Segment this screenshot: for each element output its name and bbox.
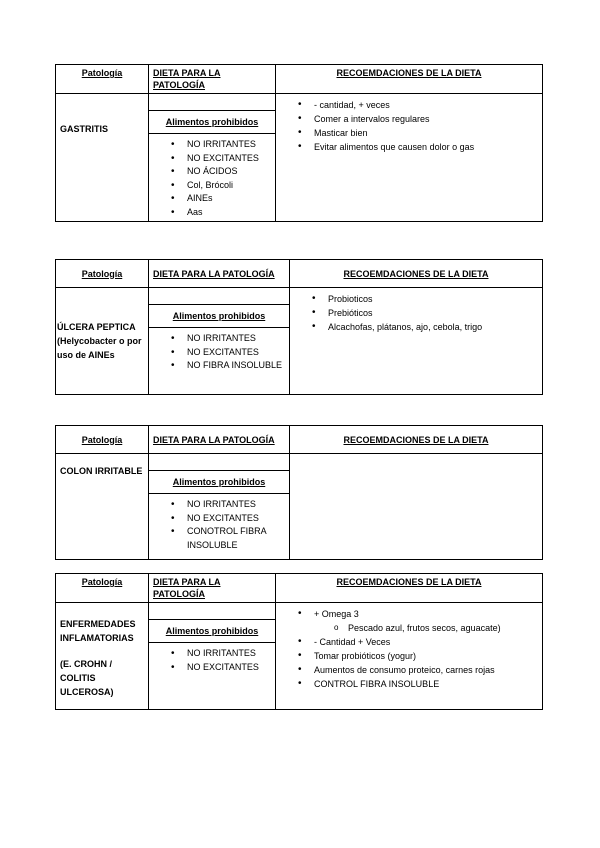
recommendations-list: [276, 98, 542, 154]
list-item: • NO EXCITANTES: [149, 661, 275, 675]
diet-table-ulcera: [55, 259, 543, 395]
diet-cell: [149, 454, 290, 560]
list-item: • Aumentos de consumo proteico, carnes rojas: [276, 663, 542, 677]
pathology-name: ENFERMEDADES INFLAMATORIAS: [60, 619, 136, 643]
recommendations-cell: [290, 288, 543, 395]
list-item: • Evitar alimentos que causen dolor o gas: [276, 140, 542, 154]
diet-cell: [149, 94, 276, 222]
header-recomendaciones: RECOEMDACIONES DE LA DIETA: [290, 260, 543, 288]
list-item: • NO EXCITANTES: [149, 152, 275, 166]
prohibited-list: [149, 332, 289, 373]
list-item: • NO EXCITANTES: [149, 346, 289, 360]
diet-cell: [149, 603, 276, 710]
header-dieta: DIETA PARA LA PATOLOGÍA: [149, 426, 290, 454]
list-item: • AINEs: [149, 192, 275, 206]
sub-list-item: o Pescado azul, frutos secos, aguacate): [276, 621, 542, 635]
header-dieta: DIETA PARA LA PATOLOGÍA: [149, 574, 276, 603]
list-item: • CONTROL FIBRA INSOLUBLE: [276, 677, 542, 691]
prohibited-label: Alimentos prohibidos: [149, 471, 289, 494]
diet-table-inflamatorias: [55, 573, 543, 710]
prohibited-list: [149, 498, 289, 552]
pathology-cell: [56, 603, 149, 710]
prohibited-label: Alimentos prohibidos: [149, 620, 275, 643]
pathology-name: ÚLCERA PEPTICA (Helycobacter o por uso de AINEs: [56, 288, 149, 395]
prohibited-list: [149, 647, 275, 674]
prohibited-list: [149, 138, 275, 219]
list-item: • + Omega 3: [276, 607, 542, 621]
diet-table-gastritis: [55, 64, 543, 222]
list-item: • Probioticos: [290, 292, 542, 306]
list-item: • NO IRRITANTES: [149, 498, 289, 512]
list-item: • Comer a intervalos regulares: [276, 112, 542, 126]
list-item: • CONOTROL FIBRA INSOLUBLE: [149, 525, 289, 552]
list-item: • Prebióticos: [290, 306, 542, 320]
prohibited-label: Alimentos prohibidos: [149, 111, 275, 134]
list-item: • NO IRRITANTES: [149, 332, 289, 346]
list-item: • - Cantidad + Veces: [276, 635, 542, 649]
header-patologia: Patología: [56, 65, 149, 94]
header-dieta: DIETA PARA LA PATOLOGÍA: [149, 260, 290, 288]
header-recomendaciones: RECOEMDACIONES DE LA DIETA: [290, 426, 543, 454]
pathology-name: COLON IRRITABLE: [56, 454, 149, 560]
diet-table-colon: [55, 425, 543, 560]
pathology-subtitle: (E. CROHN / COLITIS ULCEROSA): [60, 659, 114, 697]
header-dieta: DIETA PARA LA PATOLOGÍA: [149, 65, 276, 94]
prohibited-label: Alimentos prohibidos: [149, 305, 289, 328]
recommendations-cell: [276, 94, 543, 222]
list-item: • Tomar probióticos (yogur): [276, 649, 542, 663]
list-item: • NO ÁCIDOS: [149, 165, 275, 179]
list-item: • Alcachofas, plátanos, ajo, cebola, trigo: [290, 320, 542, 334]
recommendations-list: [276, 607, 542, 691]
header-patologia: Patología: [56, 426, 149, 454]
list-item: • Aas: [149, 206, 275, 220]
list-item: • NO IRRITANTES: [149, 647, 275, 661]
recommendations-list: [290, 292, 542, 334]
pathology-name: GASTRITIS: [56, 94, 149, 222]
list-item: • NO IRRITANTES: [149, 138, 275, 152]
header-recomendaciones: RECOEMDACIONES DE LA DIETA: [276, 65, 543, 94]
recommendations-cell: [290, 454, 543, 560]
header-patologia: Patología: [56, 260, 149, 288]
list-item: • Masticar bien: [276, 126, 542, 140]
diet-cell: [149, 288, 290, 395]
header-patologia: Patología: [56, 574, 149, 603]
header-recomendaciones: RECOEMDACIONES DE LA DIETA: [276, 574, 543, 603]
list-item: • Col, Brócoli: [149, 179, 275, 193]
list-item: • - cantidad, + veces: [276, 98, 542, 112]
list-item: • NO FIBRA INSOLUBLE: [149, 359, 289, 373]
list-item: • NO EXCITANTES: [149, 512, 289, 526]
recommendations-cell: [276, 603, 543, 710]
